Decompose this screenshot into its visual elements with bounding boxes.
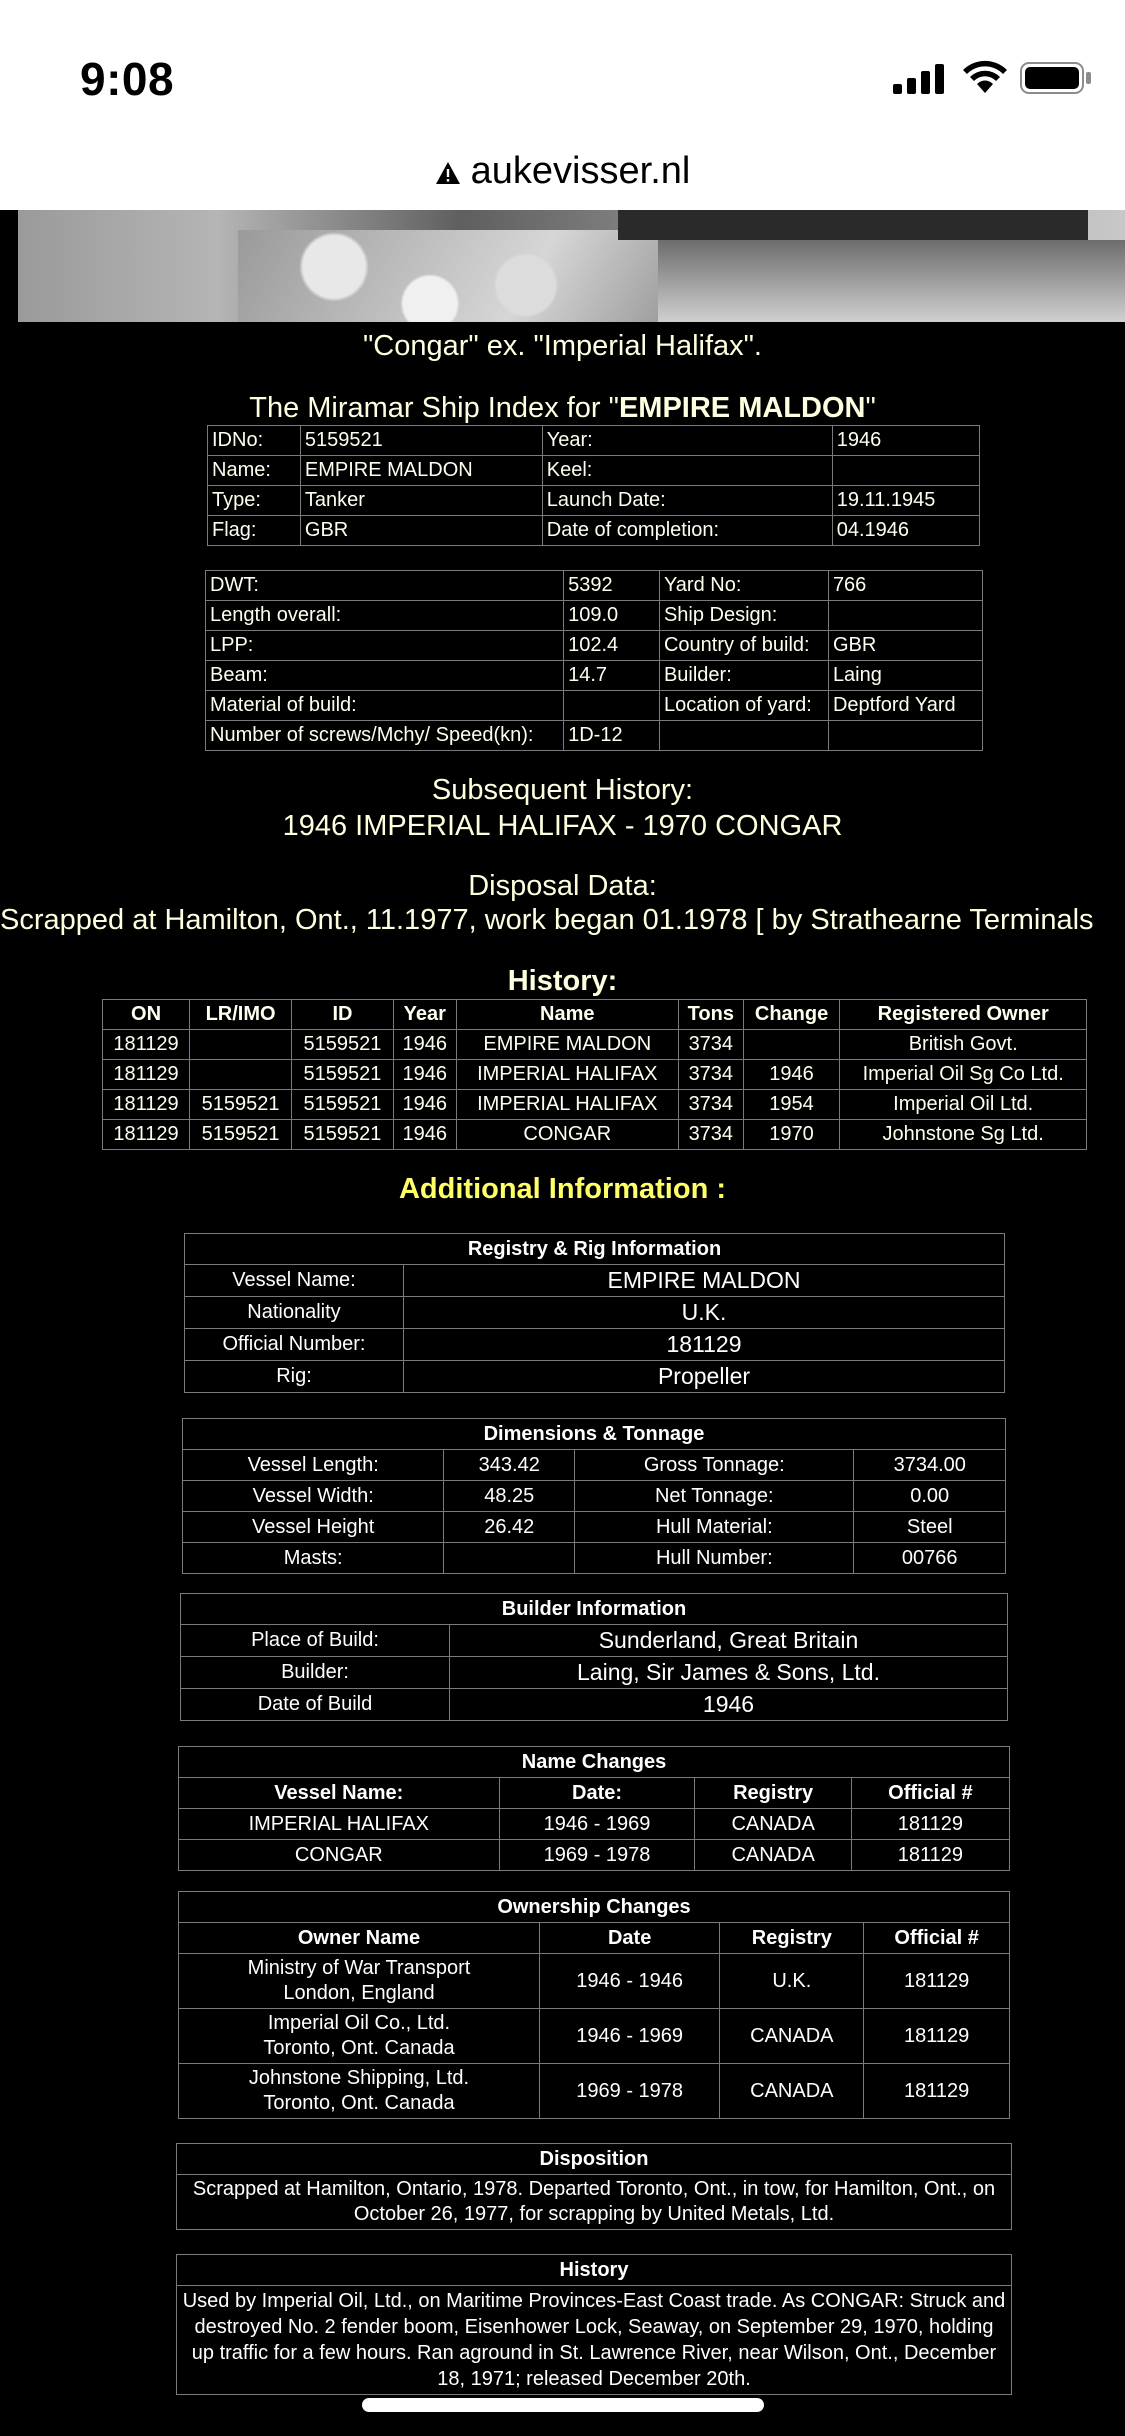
table-cell: 181129 (851, 1809, 1009, 1840)
history-table (102, 999, 1087, 1150)
disposition-table (176, 2143, 1012, 2230)
table-cell: 181129 (864, 2009, 1010, 2064)
table-row (185, 1265, 1005, 1297)
table-cell: Steel (854, 1512, 1006, 1543)
table-cell: CONGAR (179, 1840, 500, 1871)
table-cell: CONGAR (456, 1120, 678, 1150)
table-cell: EMPIRE MALDON (456, 1030, 678, 1060)
column-header: Registry (720, 1923, 864, 1954)
table-cell: 5159521 (300, 426, 542, 456)
table-cell: 1946 (832, 426, 979, 456)
table-cell: 14.7 (564, 661, 660, 691)
table-row (181, 1625, 1008, 1657)
column-header: Registry (695, 1778, 851, 1809)
table-cell: Vessel Height (183, 1512, 444, 1543)
table-row (183, 1512, 1006, 1543)
table-cell: 5159521 (292, 1090, 394, 1120)
table-cell: IMPERIAL HALIFAX (179, 1809, 500, 1840)
table-cell: Imperial Oil Sg Co Ltd. (840, 1060, 1087, 1090)
table-row (179, 1809, 1010, 1840)
table-cell: 26.42 (444, 1512, 575, 1543)
table-cell (444, 1543, 575, 1574)
table-cell: Masts: (183, 1543, 444, 1574)
table-row (185, 1361, 1005, 1393)
dimensions-caption: Dimensions & Tonnage (183, 1419, 1006, 1450)
column-header: ON (103, 1000, 190, 1030)
table-cell: Number of screws/Mchy/ Speed(kn): (206, 721, 564, 751)
table-cell: GBR (300, 516, 542, 546)
table-row (206, 661, 983, 691)
table-cell: 181129 (103, 1030, 190, 1060)
ownership-header-row (179, 1923, 1010, 1954)
table-cell: 48.25 (444, 1481, 575, 1512)
owner-name-cell (179, 2064, 540, 2119)
table-cell: Imperial Oil Ltd. (840, 1090, 1087, 1120)
table-cell: 1946 - 1969 (539, 2009, 719, 2064)
table-cell: 1946 (743, 1060, 840, 1090)
table-cell: Flag: (208, 516, 301, 546)
ownership-caption: Ownership Changes (179, 1892, 1010, 1923)
ship-photo (18, 210, 1125, 322)
table-cell: Net Tonnage: (575, 1481, 854, 1512)
owner-location: London, England (283, 1982, 435, 2004)
table-cell: 5159521 (190, 1120, 292, 1150)
disposition-caption: Disposition (177, 2144, 1012, 2175)
table-row (183, 1543, 1006, 1574)
table-cell: 5159521 (190, 1090, 292, 1120)
table-cell: Propeller (404, 1361, 1005, 1393)
table-cell: 102.4 (564, 631, 660, 661)
table-cell (564, 691, 660, 721)
table-cell (828, 601, 982, 631)
table-row (185, 1329, 1005, 1361)
column-header: Date: (499, 1778, 695, 1809)
table-cell: Yard No: (659, 571, 828, 601)
history-notes-text: Used by Imperial Oil, Ltd., on Maritime Provinces-East Coast trade. As CONGAR: Struck and destroyed No. 2 fender boom, Eisenhower Lock, Seaway, on September 29, 1970, holding up traffic for a few hours. Ran aground in St. Lawrence River, near Wilson, Ont., December 18, 1971; released December 20th. (177, 2286, 1012, 2395)
owner-location: Toronto, Ont. Canada (263, 2037, 455, 2059)
table-cell: EMPIRE MALDON (404, 1265, 1005, 1297)
additional-info-title: Additional Information : (398, 1173, 726, 1205)
table-cell: Hull Number: (575, 1543, 854, 1574)
table-cell: DWT: (206, 571, 564, 601)
table-row (179, 1840, 1010, 1871)
table-cell: Laing (828, 661, 982, 691)
wifi-icon (962, 60, 1008, 94)
status-bar (0, 0, 1125, 140)
table-cell: 181129 (851, 1840, 1009, 1871)
subsequent-history-text: 1946 IMPERIAL HALIFAX - 1970 CONGAR (282, 810, 843, 842)
column-header: Change (743, 1000, 840, 1030)
name-changes-table (178, 1746, 1010, 1871)
table-cell: Deptford Yard (828, 691, 982, 721)
table-row (103, 1030, 1087, 1060)
table-cell: GBR (828, 631, 982, 661)
table-row (206, 571, 983, 601)
table-cell: CANADA (695, 1809, 851, 1840)
table-row (103, 1120, 1087, 1150)
table-cell: 3734 (678, 1120, 743, 1150)
table-cell: British Govt. (840, 1030, 1087, 1060)
table-row (206, 691, 983, 721)
table-row (208, 426, 980, 456)
table-cell: 0.00 (854, 1481, 1006, 1512)
battery-icon (1020, 62, 1092, 94)
registry-table (184, 1233, 1005, 1393)
table-cell: Builder: (181, 1657, 450, 1689)
column-header: Name (456, 1000, 678, 1030)
table-cell: Rig: (185, 1361, 404, 1393)
name-changes-header-row (179, 1778, 1010, 1809)
miramar-ship-name: EMPIRE MALDON (618, 392, 866, 424)
column-header: Official # (851, 1778, 1009, 1809)
table-row (208, 516, 980, 546)
table-row (183, 1481, 1006, 1512)
table-cell: 1946 (450, 1689, 1008, 1721)
owner-name: Johnstone Shipping, Ltd. (248, 2067, 470, 2089)
owner-name-cell (179, 2009, 540, 2064)
miramar-dims-table (205, 570, 983, 751)
table-row (206, 631, 983, 661)
ownership-table (178, 1891, 1010, 2119)
column-header: Registered Owner (840, 1000, 1087, 1030)
history-title: History: (507, 965, 618, 997)
table-cell: 04.1946 (832, 516, 979, 546)
column-header: LR/IMO (190, 1000, 292, 1030)
table-cell: 181129 (404, 1329, 1005, 1361)
table-cell: Hull Material: (575, 1512, 854, 1543)
table-cell: Tanker (300, 486, 542, 516)
miramar-title: The Miramar Ship Index for "EMPIRE MALDON" (249, 392, 876, 424)
column-header: ID (292, 1000, 394, 1030)
table-cell: 5159521 (292, 1120, 394, 1150)
table-cell: Country of build: (659, 631, 828, 661)
table-cell: IMPERIAL HALIFAX (456, 1090, 678, 1120)
table-cell (190, 1060, 292, 1090)
table-row (208, 456, 980, 486)
table-cell: 181129 (864, 2064, 1010, 2119)
table-cell: 1946 (393, 1060, 456, 1090)
name-changes-caption: Name Changes (179, 1747, 1010, 1778)
table-cell: Vessel Width: (183, 1481, 444, 1512)
table-row (103, 1060, 1087, 1090)
table-row (208, 486, 980, 516)
table-row (103, 1090, 1087, 1120)
owner-name: Imperial Oil Co., Ltd. (267, 2012, 451, 2034)
table-cell: IDNo: (208, 426, 301, 456)
history-notes-table (176, 2254, 1012, 2395)
table-cell: EMPIRE MALDON (300, 456, 542, 486)
table-cell (743, 1030, 840, 1060)
owner-name: Ministry of War Transport (247, 1957, 471, 1979)
table-cell: 1969 - 1978 (539, 2064, 719, 2119)
warning-triangle-icon (435, 161, 461, 185)
table-cell: 1946 (393, 1030, 456, 1060)
history-notes-caption: History (177, 2255, 1012, 2286)
table-cell: Official Number: (185, 1329, 404, 1361)
builder-caption: Builder Information (181, 1594, 1008, 1625)
table-cell: Vessel Name: (185, 1265, 404, 1297)
column-header: Official # (864, 1923, 1010, 1954)
table-cell: IMPERIAL HALIFAX (456, 1060, 678, 1090)
table-cell: CANADA (720, 2064, 864, 2119)
table-cell: 1946 (393, 1090, 456, 1120)
table-row (179, 2009, 1010, 2064)
column-header: Owner Name (179, 1923, 540, 1954)
table-cell: 1970 (743, 1120, 840, 1150)
table-cell: Vessel Length: (183, 1450, 444, 1481)
table-cell: Material of build: (206, 691, 564, 721)
table-cell (832, 456, 979, 486)
table-cell: 3734 (678, 1030, 743, 1060)
disposition-text: Scrapped at Hamilton, Ontario, 1978. Departed Toronto, Ont., in tow, for Hamilton, Ont., on October 26, 1977, for scrapping by United Metals, Ltd. (177, 2175, 1012, 2230)
table-cell: 5159521 (292, 1060, 394, 1090)
table-cell: 1969 - 1978 (499, 1840, 695, 1871)
table-cell (659, 721, 828, 751)
table-cell: Launch Date: (542, 486, 832, 516)
table-row (206, 601, 983, 631)
table-row (185, 1297, 1005, 1329)
table-cell: 1946 - 1969 (499, 1809, 695, 1840)
table-cell: 766 (828, 571, 982, 601)
owner-location: Toronto, Ont. Canada (263, 2092, 455, 2114)
table-row (179, 1954, 1010, 2009)
table-cell: Johnstone Sg Ltd. (840, 1120, 1087, 1150)
table-cell: CANADA (695, 1840, 851, 1871)
disposal-text: Scrapped at Hamilton, Ont., 11.1977, work began 01.1978 [ by Strathearne Terminals (0, 904, 1094, 936)
table-cell: CANADA (720, 2009, 864, 2064)
table-cell: 181129 (103, 1090, 190, 1120)
table-cell: Location of yard: (659, 691, 828, 721)
table-cell: 3734 (678, 1060, 743, 1090)
table-cell: Laing, Sir James & Sons, Ltd. (450, 1657, 1008, 1689)
history-header-row (103, 1000, 1087, 1030)
photo-caption: "Congar" ex. "Imperial Halifax". (363, 330, 762, 362)
table-cell: 109.0 (564, 601, 660, 631)
table-row (181, 1657, 1008, 1689)
dimensions-table (182, 1418, 1006, 1574)
table-cell: 1946 (393, 1120, 456, 1150)
table-cell: Beam: (206, 661, 564, 691)
table-cell: 3734.00 (854, 1450, 1006, 1481)
url-text: aukevisser.nl (470, 150, 691, 192)
table-cell: 1D-12 (564, 721, 660, 751)
table-cell (828, 721, 982, 751)
table-cell: Ship Design: (659, 601, 828, 631)
table-cell: 3734 (678, 1090, 743, 1120)
table-row (183, 1450, 1006, 1481)
home-indicator[interactable] (362, 2398, 764, 2412)
column-header: Date (539, 1923, 719, 1954)
table-row (179, 2064, 1010, 2119)
cellular-signal-icon (893, 64, 945, 94)
table-cell: Builder: (659, 661, 828, 691)
table-cell: 5392 (564, 571, 660, 601)
status-time: 9:08 (80, 53, 175, 105)
table-row (181, 1689, 1008, 1721)
table-cell: Sunderland, Great Britain (450, 1625, 1008, 1657)
table-cell: Length overall: (206, 601, 564, 631)
table-cell: 19.11.1945 (832, 486, 979, 516)
table-cell: 181129 (864, 1954, 1010, 2009)
table-cell: U.K. (720, 1954, 864, 2009)
table-cell: Type: (208, 486, 301, 516)
table-cell: U.K. (404, 1297, 1005, 1329)
table-cell (190, 1030, 292, 1060)
table-cell: Place of Build: (181, 1625, 450, 1657)
table-row (206, 721, 983, 751)
table-cell: 1954 (743, 1090, 840, 1120)
table-cell: 181129 (103, 1060, 190, 1090)
table-cell: Date of completion: (542, 516, 832, 546)
table-cell: LPP: (206, 631, 564, 661)
table-cell: Keel: (542, 456, 832, 486)
table-cell: Name: (208, 456, 301, 486)
table-cell: 1946 - 1946 (539, 1954, 719, 2009)
column-header: Year (393, 1000, 456, 1030)
miramar-ident-table (207, 425, 980, 546)
subsequent-history-title: Subsequent History: (431, 774, 694, 806)
builder-table (180, 1593, 1008, 1721)
owner-name-cell (179, 1954, 540, 2009)
column-header: Vessel Name: (179, 1778, 500, 1809)
table-cell: Gross Tonnage: (575, 1450, 854, 1481)
disposal-title: Disposal Data: (468, 870, 657, 902)
registry-caption: Registry & Rig Information (185, 1234, 1005, 1265)
table-cell: Nationality (185, 1297, 404, 1329)
browser-address-bar[interactable] (0, 140, 1125, 210)
table-cell: 343.42 (444, 1450, 575, 1481)
table-cell: Date of Build (181, 1689, 450, 1721)
table-cell: 00766 (854, 1543, 1006, 1574)
table-cell: Year: (542, 426, 832, 456)
table-cell: 5159521 (292, 1030, 394, 1060)
table-cell: 181129 (103, 1120, 190, 1150)
column-header: Tons (678, 1000, 743, 1030)
